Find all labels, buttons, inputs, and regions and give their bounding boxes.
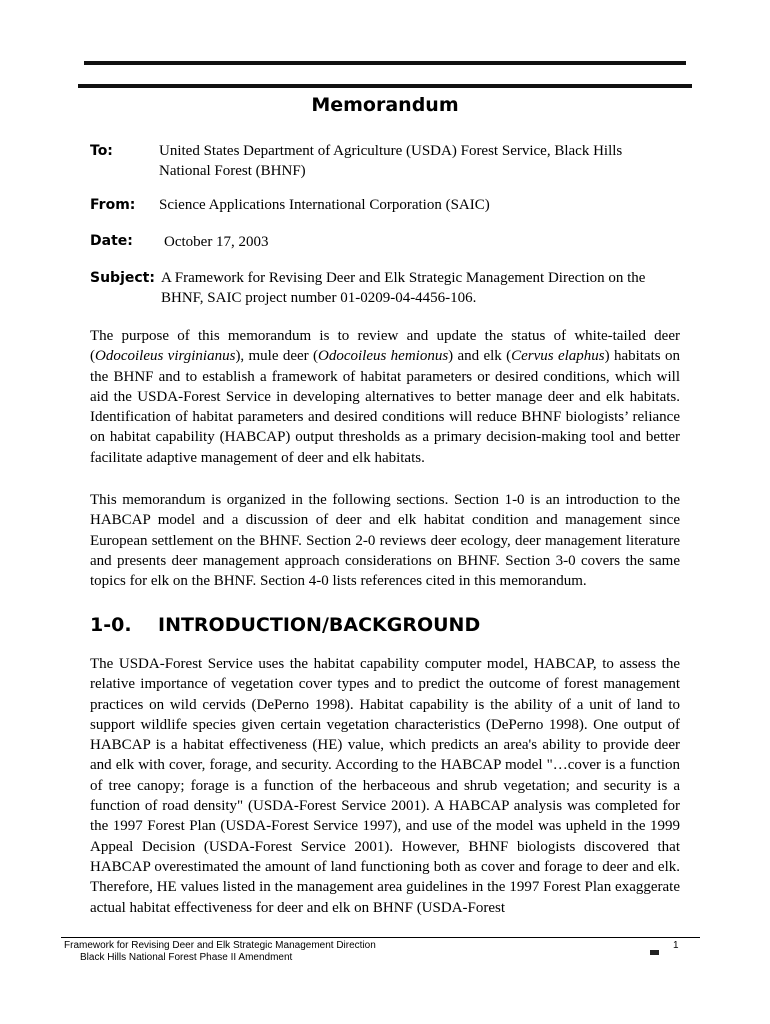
to-value: [159, 141, 679, 181]
species-white-tailed-deer: Odocoileus virginianus: [95, 348, 236, 365]
p1-text-3: ) and elk (: [448, 348, 512, 365]
date-value: October 17, 2003: [164, 234, 269, 250]
from-label: From:: [90, 197, 136, 213]
subject-value: [161, 268, 681, 308]
page-mark: [650, 950, 659, 955]
section-number: 1-0.: [90, 614, 132, 636]
p1-text-2: ), mule deer (: [235, 348, 318, 365]
top-rule-lower: [78, 84, 692, 88]
p1-text-4: ) habitats on the BHNF and to establish a framework of habitat parameters or desired conditions, which will aid the USDA-Forest Service in developing alternatives to better manage deer and elk habitats. Identification of habitat parameters and desired conditions will reduce BHNF biologists’ reliance on habitat capability (HABCAP) output thresholds as a primary decision-making tool and better facilitate adaptive management of deer and elk habitats.: [90, 348, 680, 466]
paragraph-purpose: [90, 326, 680, 468]
subject-line-1: A Framework for Revising Deer and Elk Strategic Management Direction on the: [161, 270, 646, 286]
footer-line-1: Framework for Revising Deer and Elk Strategic Management Direction: [64, 940, 376, 951]
p1-text-1: The purpose of this memorandum is to review and update the status of white-tailed deer (: [90, 328, 680, 365]
top-rule-upper: [84, 61, 686, 65]
subject-label: Subject:: [90, 270, 155, 286]
to-line-2: National Forest (BHNF): [159, 163, 306, 179]
date-label: Date:: [90, 233, 133, 249]
memo-title: Memorandum: [311, 94, 459, 116]
section-heading: [90, 614, 480, 636]
species-elk: Cervus elaphus: [511, 348, 605, 365]
paragraph-introduction: The USDA-Forest Service uses the habitat capability computer model, HABCAP, to assess the relative importance of vegetation cover types and to predict the outcome of forest management practices on wild cervids (DePerno 1998). Habitat capability is the ability of a unit of land to support wildlife species given certain vegetation characteristics (DePerno 1998). One output of HABCAP is a habitat effectiveness (HE) value, which predicts an area's ability to provide deer and elk with cover, forage, and security. According to the HABCAP model "…cover is a function of tree canopy; forage is a function of the herbaceous and shrub vegetation; and security is a function of road density" (USDA-Forest Service 2001). A HABCAP analysis was completed for the 1997 Forest Plan (USDA-Forest Service 1997), and use of the model was upheld in the 1999 Appeal Decision (USDA-Forest Service 2001). However, BHNF biologists discovered that HABCAP overestimated the amount of land functioning both as cover and forage to deer and elk. Therefore, HE values listed in the management area guidelines in the 1997 Forest Plan exaggerate actual habitat effectiveness for deer and elk on BHNF (USDA-Forest: [90, 656, 680, 916]
page-number: 1: [673, 940, 679, 951]
paragraph-organization: This memorandum is organized in the following sections. Section 1-0 is an introduction to the HABCAP model and a discussion of deer and elk habitat condition and management since European settlement on the BHNF. Section 2-0 reviews deer ecology, deer management literature and presents deer management approach considerations on BHNF. Section 3-0 covers the same topics for elk on the BHNF. Section 4-0 lists references cited in this memorandum.: [90, 492, 680, 590]
section-title: INTRODUCTION/BACKGROUND: [158, 614, 481, 636]
to-label: To:: [90, 143, 113, 159]
to-line-1: United States Department of Agriculture (USDA) Forest Service, Black Hills: [159, 143, 623, 159]
footer-line-2: Black Hills National Forest Phase II Amendment: [80, 952, 293, 963]
subject-line-2: BHNF, SAIC project number 01-0209-04-4456-106.: [161, 290, 477, 306]
from-value: Science Applications International Corporation (SAIC): [159, 197, 490, 213]
species-mule-deer: Odocoileus hemionus: [318, 348, 449, 365]
footer-rule: [61, 937, 700, 938]
